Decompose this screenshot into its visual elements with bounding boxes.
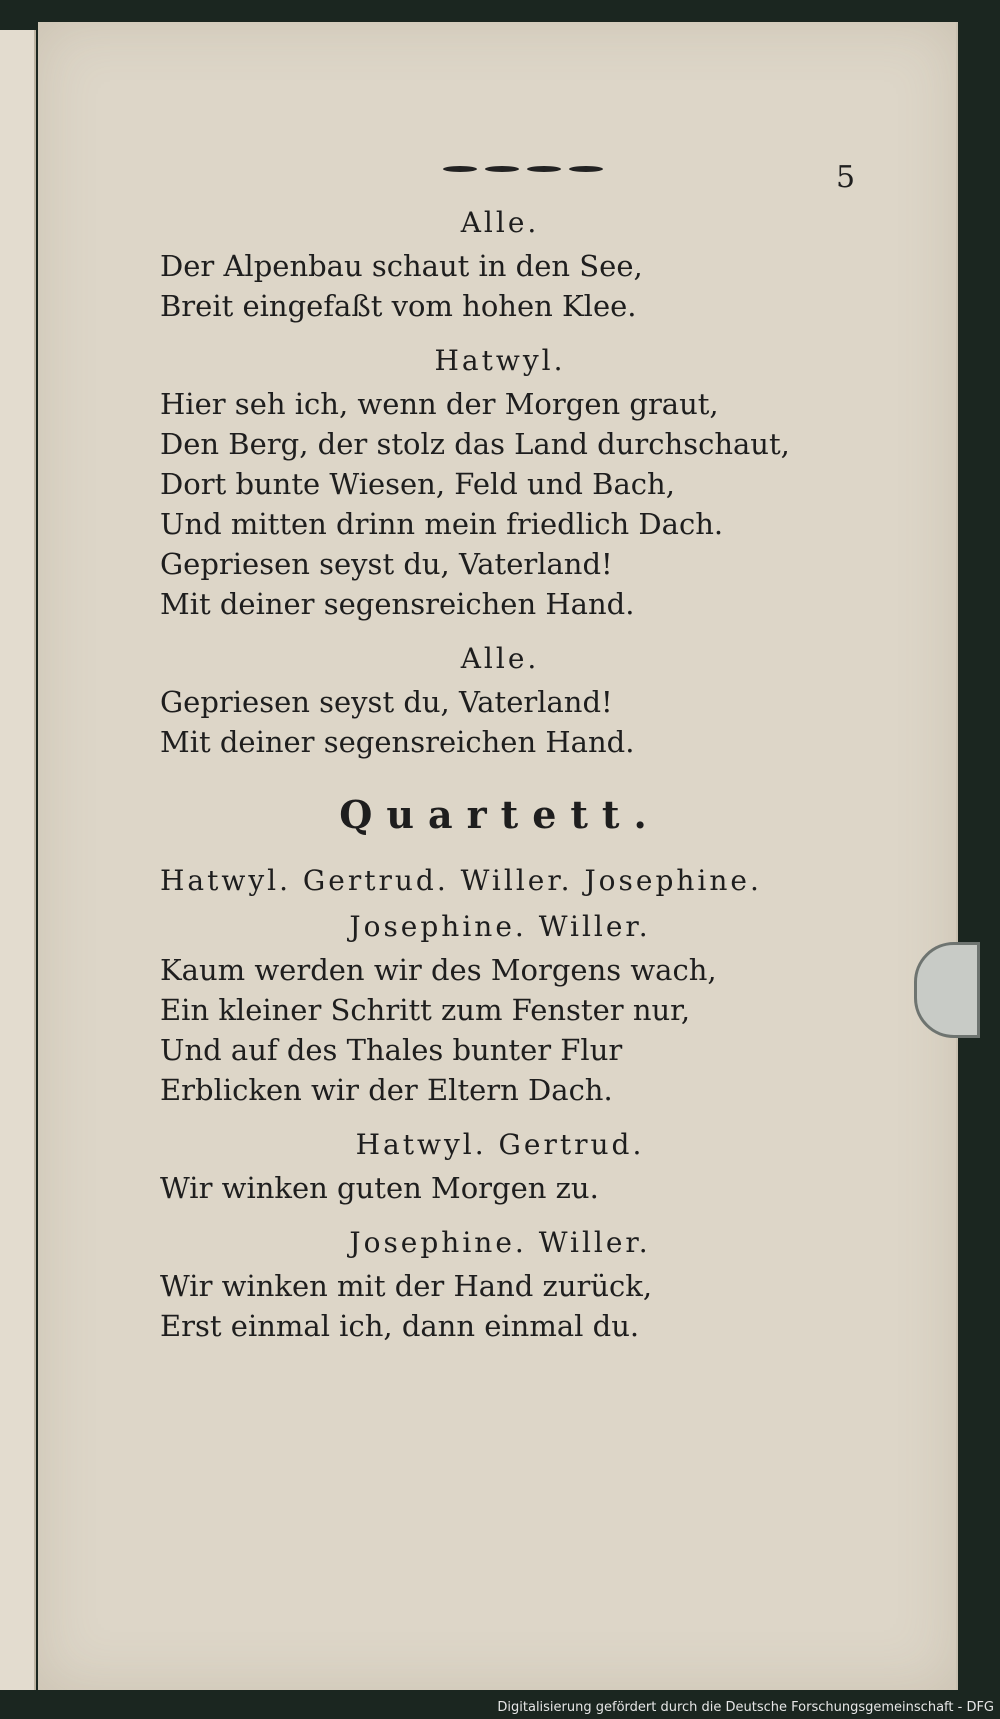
verse-line: Wir winken mit der Hand zurück, xyxy=(160,1269,653,1303)
verse-line: Gepriesen seyst du, Vaterland! xyxy=(160,547,613,581)
page-number: 5 xyxy=(836,160,856,195)
verse-line: Ein kleiner Schritt zum Fenster nur, xyxy=(160,993,691,1027)
verse-line: Hier seh ich, wenn der Morgen graut, xyxy=(160,387,719,421)
header-ornament xyxy=(443,164,603,174)
verse-line: Kaum werden wir des Morgens wach, xyxy=(160,953,717,987)
verse-line: Erblicken wir der Eltern Dach. xyxy=(160,1073,613,1107)
footer-credit: Digitalisierung gefördert durch die Deutsche Forschungsgemeinschaft - DFG xyxy=(497,1700,994,1715)
verse-line: Erst einmal ich, dann einmal du. xyxy=(160,1309,640,1343)
speaker-label: Josephine. Willer. xyxy=(349,1226,651,1259)
section-heading: Quartett. xyxy=(339,792,661,837)
speaker-label: Alle. xyxy=(460,206,540,239)
verse-line: Und mitten drinn mein friedlich Dach. xyxy=(160,507,724,541)
verse-line: Wir winken guten Morgen zu. xyxy=(160,1171,599,1205)
speaker-label: Hatwyl. Gertrud. xyxy=(355,1128,645,1161)
speaker-label: Alle. xyxy=(460,642,540,675)
page-text xyxy=(160,200,840,1346)
cast-line: Hatwyl. Gertrud. Willer. Josephine. xyxy=(160,864,762,897)
verse-line: Und auf des Thales bunter Flur xyxy=(160,1033,623,1067)
page-tab-marker xyxy=(914,942,980,1038)
verse-line: Mit deiner segensreichen Hand. xyxy=(160,587,635,621)
verse-line: Mit deiner segensreichen Hand. xyxy=(160,725,635,759)
speaker-label: Josephine. Willer. xyxy=(349,910,651,943)
previous-page-edge xyxy=(0,30,36,1690)
verse-line: Den Berg, der stolz das Land durchschaut, xyxy=(160,427,790,461)
verse-line: Der Alpenbau schaut in den See, xyxy=(160,249,643,283)
verse-line: Breit eingefaßt vom hohen Klee. xyxy=(160,289,637,323)
verse-line: Gepriesen seyst du, Vaterland! xyxy=(160,685,613,719)
speaker-label: Hatwyl. xyxy=(434,344,566,377)
verse-line: Dort bunte Wiesen, Feld und Bach, xyxy=(160,467,675,501)
